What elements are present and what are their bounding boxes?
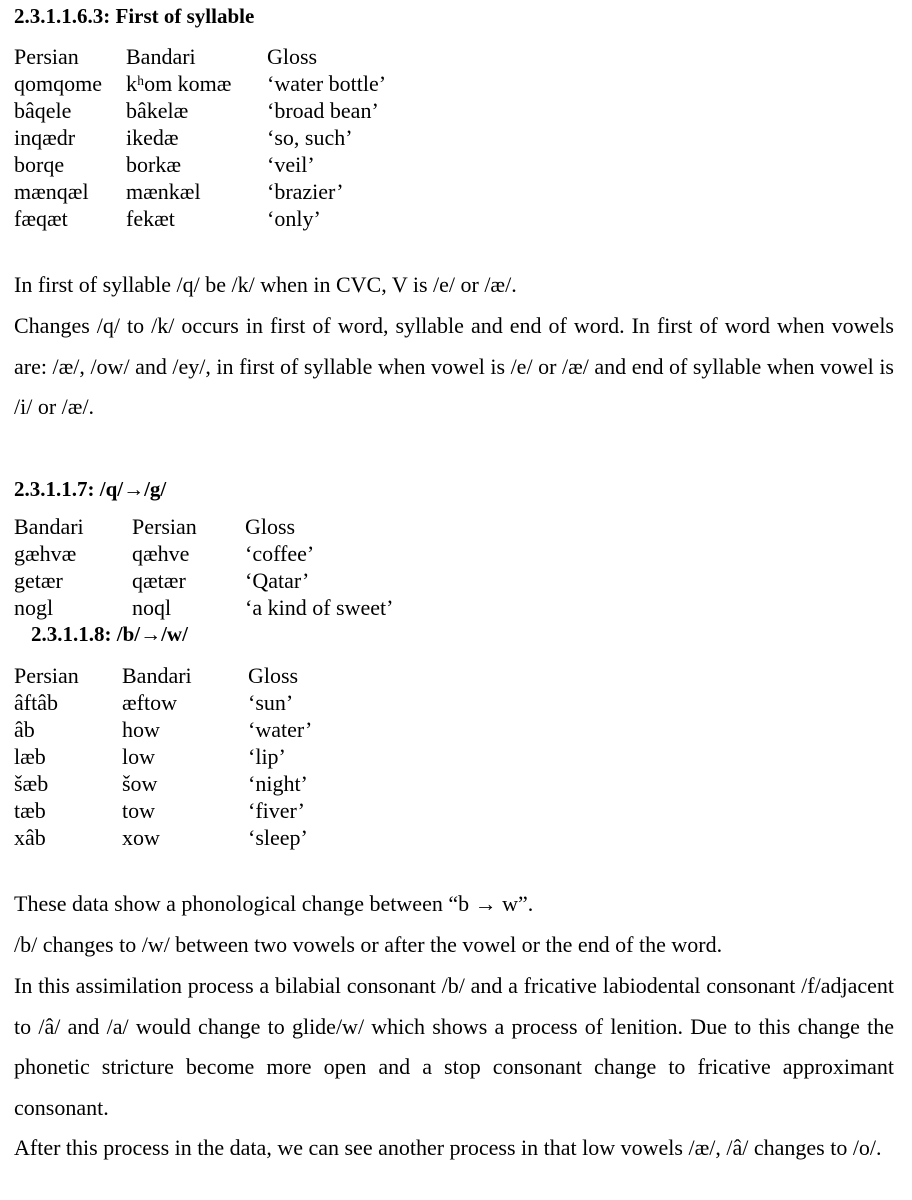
section-heading-b-to-w: 2.3.1.1.8: /b/→/w/ (31, 622, 188, 646)
bandari-word: mænkæl (126, 179, 201, 204)
gloss: ‘broad bean’ (267, 98, 379, 123)
gloss: ‘a kind of sweet’ (245, 595, 394, 620)
bandari-word: gæhvæ (14, 541, 77, 566)
gloss: ‘only’ (267, 206, 321, 231)
gloss: ‘lip’ (248, 744, 286, 769)
paragraph: /b/ changes to /w/ between two vowels or after the vowel or the end of the word. (14, 932, 723, 957)
bandari-word: ikedæ (126, 125, 179, 150)
bandari-word: getær (14, 568, 63, 593)
persian-word: âb (14, 717, 35, 742)
persian-word: qætær (132, 568, 186, 593)
gloss: ‘veil’ (267, 152, 315, 177)
bandari-word: how (122, 717, 160, 742)
persian-word: borqe (14, 152, 65, 177)
column-header-persian: Persian (14, 44, 79, 69)
section-heading-first-of-syllable: 2.3.1.1.6.3: First of syllable (14, 4, 255, 28)
column-header-bandari: Bandari (14, 514, 84, 539)
bandari-word: fekæt (126, 206, 175, 231)
gloss: ‘so, such’ (267, 125, 353, 150)
persian-word: læb (14, 744, 46, 769)
persian-word: noql (132, 595, 172, 620)
gloss: ‘fiver’ (248, 798, 305, 823)
column-header-gloss: Gloss (267, 44, 318, 69)
bandari-word: kʰom komæ (126, 71, 232, 96)
gloss: ‘coffee’ (245, 541, 315, 566)
persian-word: inqædr (14, 125, 76, 150)
column-header-gloss: Gloss (248, 663, 299, 688)
gloss: ‘night’ (248, 771, 308, 796)
bandari-word: tow (122, 798, 155, 823)
column-header-gloss: Gloss (245, 514, 296, 539)
bandari-word: xow (122, 825, 160, 850)
bandari-word: šow (122, 771, 158, 796)
column-header-bandari: Bandari (122, 663, 192, 688)
bandari-word: borkæ (126, 152, 181, 177)
gloss: ‘brazier’ (267, 179, 344, 204)
persian-word: qomqome (14, 71, 102, 96)
paragraph: In this assimilation process a bilabial consonant /b/ and a fricative labiodental consonant /f/adjacent to /â/ and /a/ would change to glide/w/ which shows a process of lenition. Due to this change the phonetic stricture become more open and a stop consonant change to fricative approximant consonant. (14, 973, 894, 1120)
gloss: ‘water bottle’ (267, 71, 387, 96)
persian-word: tæb (14, 798, 46, 823)
persian-word: xâb (14, 825, 46, 850)
column-header-bandari: Bandari (126, 44, 196, 69)
persian-word: âftâb (14, 690, 58, 715)
bandari-word: low (122, 744, 155, 769)
bandari-word: nogl (14, 595, 54, 620)
persian-word: bâqele (14, 98, 72, 123)
persian-word: qæhve (132, 541, 190, 566)
paragraph: In first of syllable /q/ be /k/ when in CVC, V is /e/ or /æ/. (14, 272, 517, 297)
paragraph: These data show a phonological change between “b → w”. (14, 891, 534, 916)
gloss: ‘sun’ (248, 690, 294, 715)
persian-word: mænqæl (14, 179, 89, 204)
gloss: ‘sleep’ (248, 825, 308, 850)
persian-word: šæb (14, 771, 49, 796)
paragraph: After this process in the data, we can see another process in that low vowels /æ/, /â/ changes to /o/. (14, 1135, 882, 1160)
bandari-word: bâkelæ (126, 98, 189, 123)
gloss: ‘Qatar’ (245, 568, 310, 593)
section-heading-q-to-g: 2.3.1.1.7: /q/→/g/ (14, 477, 167, 501)
column-header-persian: Persian (14, 663, 79, 688)
column-header-persian: Persian (132, 514, 197, 539)
bandari-word: æftow (122, 690, 177, 715)
persian-word: fæqæt (14, 206, 68, 231)
gloss: ‘water’ (248, 717, 313, 742)
paragraph: Changes /q/ to /k/ occurs in first of word, syllable and end of word. In first of word when vowels are: /æ/, /ow/ and /ey/, in first of syllable when vowel is /e/ or /æ/ and end of syllable when vowel is /i/ or /æ/. (14, 313, 894, 420)
